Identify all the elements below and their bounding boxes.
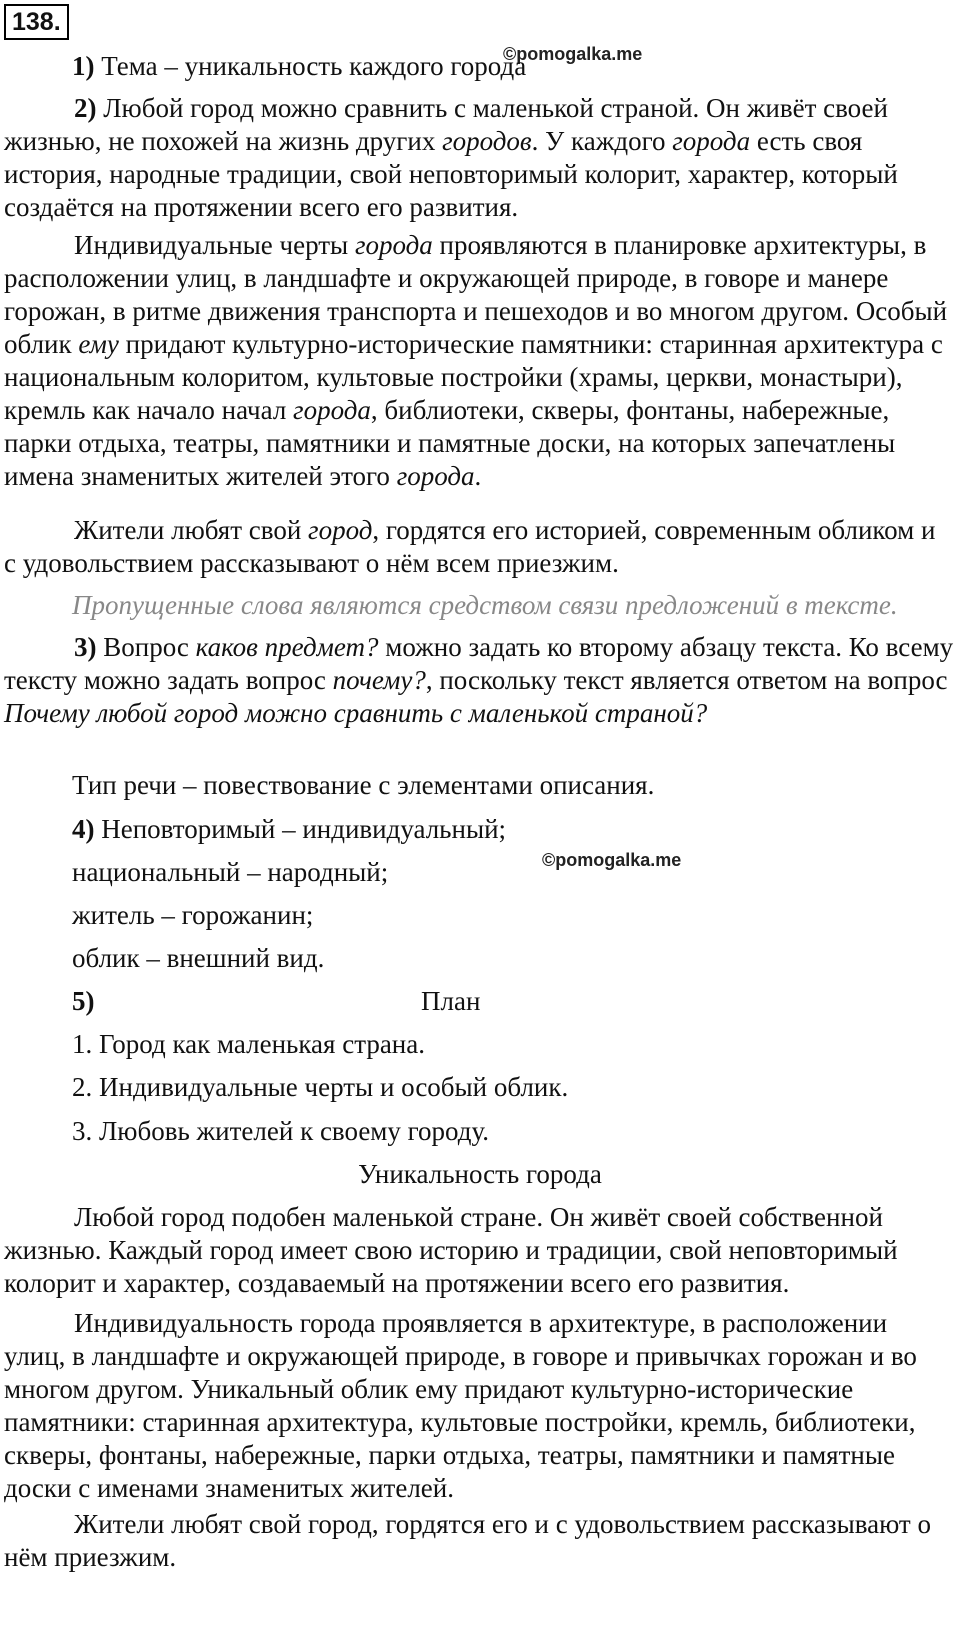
italic-word: города xyxy=(672,126,751,156)
item-1 xyxy=(72,50,526,83)
italic-word: города xyxy=(354,230,433,260)
item-1-text: Тема – уникальность каждого города xyxy=(101,51,527,81)
item-5-number: 5) xyxy=(72,986,95,1016)
item-2-p1 xyxy=(4,93,898,222)
italic-word: каков предмет? xyxy=(195,632,379,662)
item-2-paragraph-1 xyxy=(4,92,954,224)
italic-word: ему xyxy=(78,329,119,359)
text-run: , поскольку текст является ответом на вопрос xyxy=(425,665,948,695)
watermark-middle: ©pomogalka.me xyxy=(542,850,682,870)
item-3-text xyxy=(4,632,953,728)
text-run: Индивидуальные черты xyxy=(74,230,355,260)
text-run: придают культурно-исторические памятники: старинная архитектура с национальным колоритом, культовые постройки (храмы, церкви, монастыри), кремль как начало начал xyxy=(4,329,943,425)
item-4-line-1 xyxy=(72,813,506,846)
text-run: . xyxy=(474,461,482,491)
text-run: Любой город можно сравнить с маленькой страной. Он живёт своей жизнью, не похожей на жизнь других xyxy=(4,93,888,156)
text-run: проявляются в планировке архитектуры, в расположении улиц, в ландшафте и окружающей природе, в говоре и манере горожан, в ритме движения транспорта и пешеходов и во многом другом. Особый облик xyxy=(4,230,948,359)
item-3-number: 3) xyxy=(74,632,97,662)
item-2-paragraph-2 xyxy=(4,229,954,493)
plan-item: 1. Город как маленькая страна. xyxy=(72,1029,425,1059)
essay-title: Уникальность города xyxy=(358,1159,602,1189)
italic-word: Почему любой город можно сравнить с маленькой страной? xyxy=(4,698,708,728)
synonym-pair: Неповторимый – индивидуальный; xyxy=(101,814,507,844)
text-run: можно задать ко второму абзацу текста. Ко всему тексту можно задать вопрос xyxy=(4,632,954,695)
text-run: , библиотеки, скверы, фонтаны, набережные, парки отдыха, театры, памятники и памятные доски, на которых запечатлены имена знаменитых жителей этого xyxy=(4,395,896,491)
item-3-paragraph xyxy=(4,631,954,730)
text-run: Жители любят свой xyxy=(74,515,309,545)
item-2-number: 2) xyxy=(74,93,97,123)
synonym-pair: облик – внешний вид. xyxy=(72,943,325,973)
plan-title: План xyxy=(421,986,481,1016)
italic-word: города xyxy=(396,461,475,491)
item-1-number: 1) xyxy=(72,51,95,81)
item-4-number: 4) xyxy=(72,814,95,844)
italic-word: города xyxy=(293,395,371,425)
essay-paragraph-1: Любой город подобен маленькой стране. Он живёт своей собственной жизнью. Каждый город имеет свою историю и традиции, свой неповторимый колорит и характер, создаваемый на протяжении всего его развития. xyxy=(4,1202,898,1298)
text-run: . У каждого xyxy=(531,126,673,156)
essay-paragraph-2: Индивидуальность города проявляется в архитектуре, в расположении улиц, в ландшафте и окружающей природе, в говоре и привычках горожан и во многом другом. Уникальный облик ему придают культурно-исторические памятники: старинная архитектура, культовые постройки, кремль, библиотеки, скверы, фонтаны, набережные, парки отдыха, театры, памятники и памятные доски с именами знаменитых жителей. xyxy=(4,1308,917,1503)
task-number: 138. xyxy=(4,4,69,40)
text-run: Вопрос xyxy=(103,632,196,662)
synonym-pair: житель – горожанин; xyxy=(72,900,314,930)
speech-type: Тип речи – повествование с элементами описания. xyxy=(72,770,655,800)
plan-item: 2. Индивидуальные черты и особый облик. xyxy=(72,1072,569,1102)
italic-word: городов xyxy=(442,126,532,156)
text-run: , гордятся его историей, современным обликом и с удовольствием рассказывают о нём всем приезжим. xyxy=(4,515,936,578)
watermark-top: ©pomogalka.me xyxy=(503,44,643,64)
text-run: есть своя история, народные традиции, свой неповторимый колорит, характер, который создаётся на протяжении всего его развития. xyxy=(4,126,898,222)
italic-word: почему? xyxy=(332,665,426,695)
synonym-pair: национальный – народный; xyxy=(72,857,389,887)
plan-item: 3. Любовь жителей к своему городу. xyxy=(72,1116,490,1146)
item-2-note: Пропущенные слова являются средством связи предложений в тексте. xyxy=(72,590,898,620)
italic-word: город xyxy=(308,515,373,545)
item-2-paragraph-3 xyxy=(4,514,954,580)
essay-paragraph-3: Жители любят свой город, гордятся его и с удовольствием рассказывают о нём приезжим. xyxy=(4,1509,931,1572)
